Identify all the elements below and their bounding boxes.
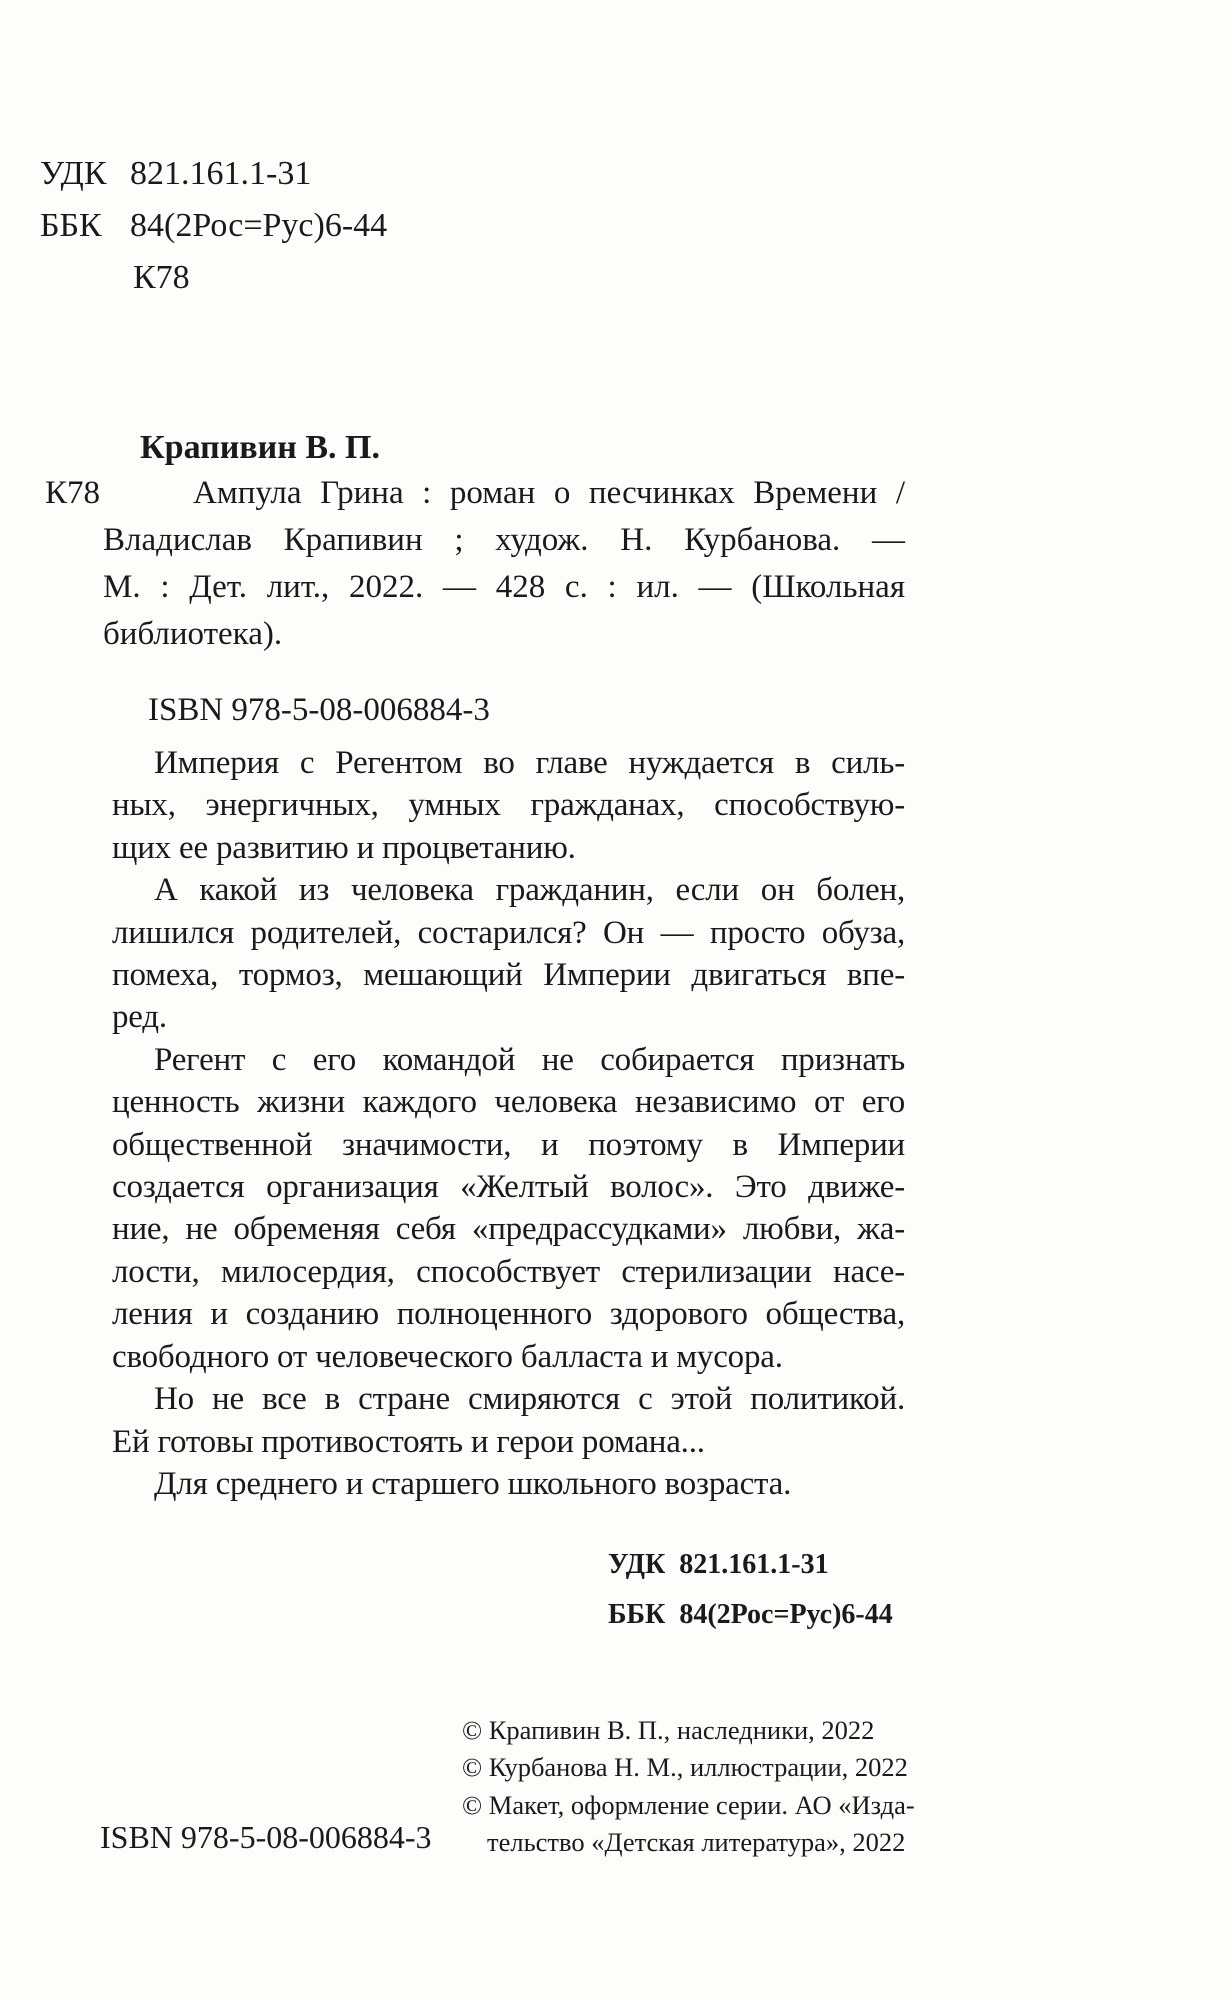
text-line: лишился родителей, состарился? Он — просто обуза,: [112, 914, 905, 951]
annotation-text: [112, 742, 905, 1505]
text-line: Ей готовы противостоять и герои романа...: [112, 1423, 705, 1460]
text-line: ние, не обременяя себя «предрассудками» любви, жа-: [112, 1211, 905, 1248]
text-line: © Крапивин В. П., наследники, 2022: [462, 1715, 875, 1745]
bbk-label: ББК: [40, 207, 102, 244]
text-line: щих ее развитию и процветанию.: [112, 829, 576, 866]
text-line: помеха, тормоз, мешающий Империи двигаться впе-: [112, 957, 905, 994]
text-line: Для среднего и старшего школьного возраста.: [154, 1465, 792, 1502]
text-line: общественной значимости, и поэтому в Империи: [112, 1126, 905, 1163]
text-line: библиотека).: [103, 616, 283, 652]
bib-author-code: К78: [45, 475, 101, 511]
udk-value-bottom: 821.161.1-31: [679, 1549, 829, 1580]
text-line: Регент с его командой не собирается признать: [154, 1041, 905, 1078]
text-line: А какой из человека гражданин, если он болен,: [154, 872, 905, 909]
copyright-block: [462, 1712, 932, 1861]
classification-codes-top: [40, 148, 387, 304]
udk-label-bottom: УДК: [608, 1549, 666, 1580]
text-line: Но не все в стране смиряются с этой политикой.: [154, 1381, 905, 1418]
text-line: М. : Дет. лит., 2022. — 428 с. : ил. — (Школьная: [103, 569, 905, 605]
text-line: ценность жизни каждого человека независимо от его: [112, 1084, 905, 1121]
text-line: создается организация «Желтый волос». Это движе-: [112, 1169, 905, 1206]
text-line: Ампула Грина : роман о песчинках Времени /: [193, 475, 905, 511]
bbk-line-bottom: [608, 1590, 893, 1640]
classification-codes-bottom: [608, 1540, 893, 1640]
bbk-value: 84(2Рос=Рус)6-44: [130, 207, 388, 244]
text-line: лости, милосердия, способствует стерилизации насе-: [112, 1253, 905, 1290]
text-line: свободного от человеческого балласта и мусора.: [112, 1338, 783, 1375]
udk-line-bottom: [608, 1540, 893, 1590]
text-line: © Макет, оформление серии. АО «Изда-: [462, 1789, 915, 1820]
text-line: Империя с Регентом во главе нуждается в силь-: [154, 745, 905, 781]
text-line: ления и созданию полноценного здорового общества,: [112, 1296, 905, 1333]
text-line: ред.: [112, 999, 167, 1036]
bbk-line: [40, 200, 387, 252]
isbn-footer: ISBN 978-5-08-006884-3: [100, 1819, 432, 1855]
udk-label: УДК: [40, 155, 107, 192]
author-heading: Крапивин В. П.: [140, 429, 380, 466]
bbk-value-bottom: 84(2Рос=Рус)6-44: [679, 1599, 893, 1630]
bbk-label-bottom: ББК: [608, 1599, 666, 1630]
isbn-number: ISBN 978-5-08-006884-3: [148, 692, 490, 728]
text-line: тельство «Детская литература», 2022: [487, 1826, 906, 1857]
author-code: К78: [133, 259, 190, 296]
bib-description: [103, 470, 905, 658]
udk-line: [40, 148, 387, 200]
text-line: © Курбанова Н. М., иллюстрации, 2022: [462, 1752, 908, 1783]
text-line: ных, энергичных, умных гражданах, способствую-: [112, 787, 905, 824]
udk-value: 821.161.1-31: [130, 155, 312, 192]
bibliographic-entry: [45, 470, 905, 658]
text-line: Владислав Крапивин ; худож. Н. Курбанова. —: [103, 522, 905, 558]
